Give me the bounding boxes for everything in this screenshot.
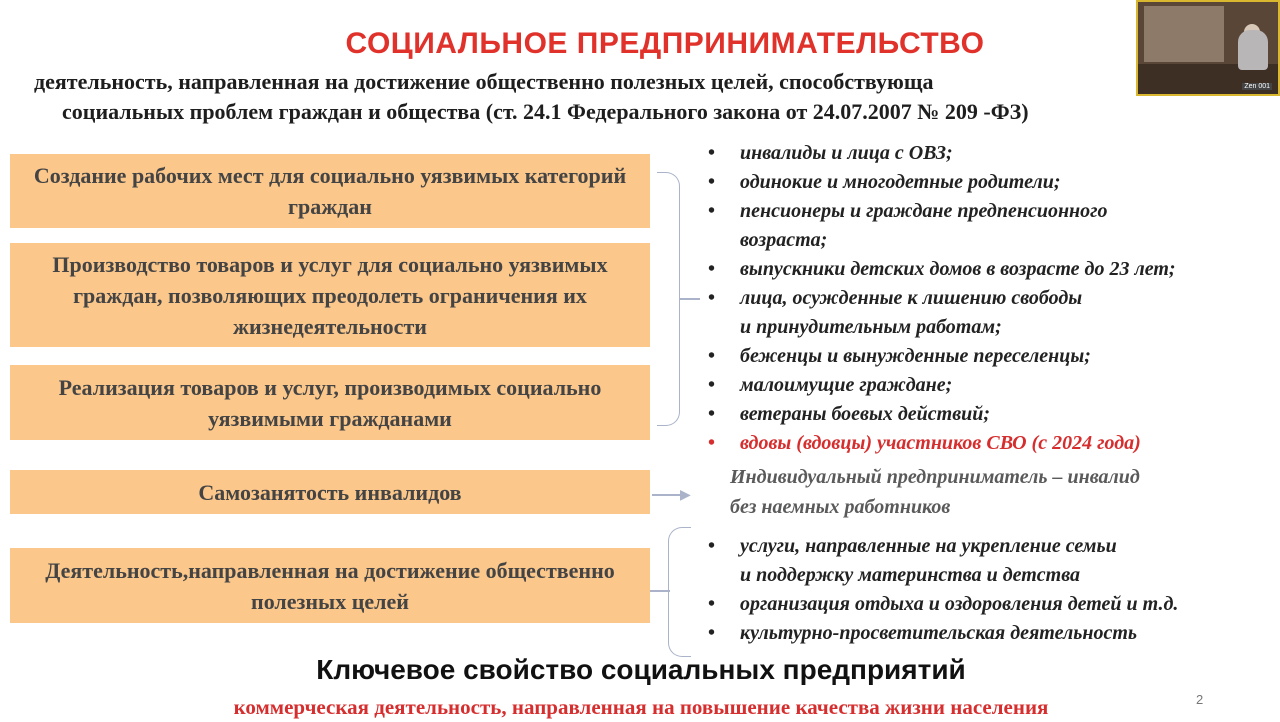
list-item: • выпускники детских домов в возрасте до 23 лет; bbox=[708, 255, 1176, 284]
list-item: • организация отдыха и оздоровления детей и т.д. bbox=[708, 590, 1178, 619]
video-label: Zen 001 bbox=[1244, 83, 1270, 90]
bracket-activities-tick bbox=[650, 590, 670, 592]
box-job-creation: Создание рабочих мест для социально уязвимых категорий граждан bbox=[10, 154, 650, 228]
slide-title: СОЦИАЛЬНОЕ ПРЕДПРИНИМАТЕЛЬСТВО bbox=[345, 27, 985, 60]
list-item: • культурно-просветительская деятельность bbox=[708, 619, 1178, 648]
list-item: • услуги, направленные на укрепление семьи bbox=[708, 532, 1178, 561]
bracket-activities bbox=[668, 527, 691, 657]
arrow-right-icon: ▶ bbox=[680, 487, 691, 503]
list-item: • малоимущие граждане; bbox=[708, 371, 1176, 400]
list-item-highlight: • вдовы (вдовцы) участников СВО (с 2024 года) bbox=[708, 429, 1176, 458]
ip-line-2: без наемных работников bbox=[730, 496, 951, 518]
definition-line-1: деятельность, направленная на достижение общественно полезных целей, способствующа bbox=[34, 69, 934, 94]
box-sales: Реализация товаров и услуг, производимых социально уязвимыми гражданами bbox=[10, 365, 650, 440]
definition-line-2: социальных проблем граждан и общества (ст. 24.1 Федерального закона от 24.07.2007 № 209 -ФЗ) bbox=[62, 99, 1029, 124]
key-property-heading: Ключевое свойство социальных предприятий bbox=[316, 654, 966, 685]
list-item: • пенсионеры и граждане предпенсионного bbox=[708, 197, 1176, 226]
list-item-continuation: возраста; bbox=[740, 229, 828, 251]
box-self-employment: Самозанятость инвалидов bbox=[10, 470, 650, 514]
list-item: • инвалиды и лица с ОВЗ; bbox=[708, 139, 1176, 168]
box-public-benefit: Деятельность,направленная на достижение общественно полезных целей bbox=[10, 548, 650, 623]
box-production: Производство товаров и услуг для социально уязвимых граждан, позволяющих преодолеть ограничения их жизнедеятельности bbox=[10, 243, 650, 347]
key-property-text: коммерческая деятельность, направленная на повышение качества жизни населения bbox=[233, 695, 1049, 719]
individual-entrepreneur-note bbox=[730, 462, 1140, 522]
presenter-video-thumbnail[interactable] bbox=[1136, 0, 1280, 96]
list-item: • ветераны боевых действий; bbox=[708, 400, 1176, 429]
vulnerable-categories-list bbox=[708, 139, 1176, 458]
activities-list bbox=[708, 532, 1178, 648]
list-item-continuation: и поддержку материнства и детства bbox=[740, 564, 1081, 586]
bracket-categories-tick bbox=[680, 298, 700, 300]
list-item: • беженцы и вынужденные переселенцы; bbox=[708, 342, 1176, 371]
presenter-figure bbox=[1238, 30, 1268, 70]
list-item: • одинокие и многодетные родители; bbox=[708, 168, 1176, 197]
page-number: 2 bbox=[1196, 692, 1204, 707]
list-item-continuation: и принудительным работам; bbox=[740, 316, 1002, 338]
slide-definition bbox=[34, 67, 1274, 127]
ip-line-1: Индивидуальный предприниматель – инвалид bbox=[730, 466, 1140, 488]
list-item: • лица, осужденные к лишению свободы bbox=[708, 284, 1176, 313]
bracket-categories bbox=[657, 172, 680, 426]
